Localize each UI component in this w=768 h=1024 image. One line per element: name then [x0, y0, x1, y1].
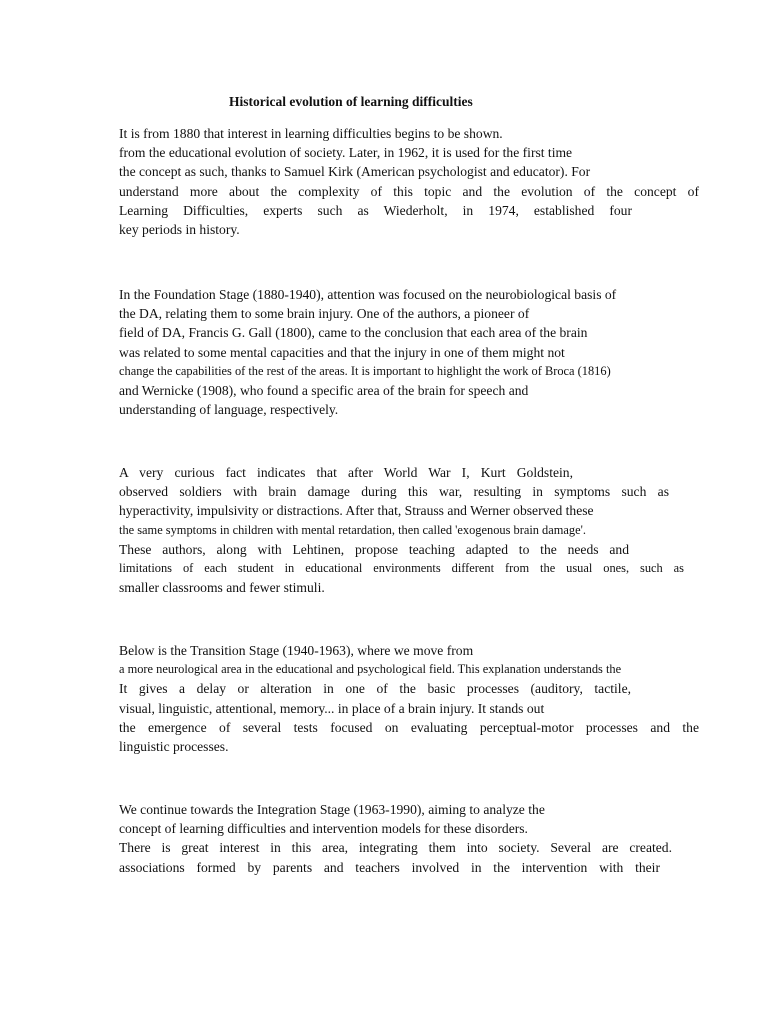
text-line: was related to some mental capacities and that the injury in one of them might not	[119, 344, 565, 360]
paragraph-integration-stage	[119, 800, 699, 877]
text-line: smaller classrooms and fewer stimuli.	[119, 580, 325, 596]
text-line: associations formed by parents and teachers involved in the intervention with their	[119, 859, 660, 875]
text-line: It is from 1880 that interest in learning difficulties begins to be shown.	[119, 126, 503, 141]
text-line: We continue towards the Integration Stage (1963-1990), aiming to analyze the	[119, 802, 545, 817]
text-line: change the capabilities of the rest of the areas. It is important to highlight the work of Broca (1816)	[119, 363, 611, 378]
text-line: linguistic processes.	[119, 738, 229, 754]
paragraph-foundation-stage	[119, 285, 699, 419]
text-line: the emergence of several tests focused on evaluating perceptual-motor processes and the	[119, 719, 699, 735]
text-line: key periods in history.	[119, 221, 240, 237]
paragraph-transition-stage	[119, 641, 699, 756]
text-line: These authors, along with Lehtinen, propose teaching adapted to the needs and	[119, 541, 629, 557]
text-line: Below is the Transition Stage (1940-1963), where we move from	[119, 643, 474, 658]
paragraph-introduction	[119, 124, 699, 239]
text-line: the concept as such, thanks to Samuel Kirk (American psychologist and educator). For	[119, 164, 591, 180]
text-line: It gives a delay or alteration in one of the basic processes (auditory, tactile,	[119, 681, 631, 697]
text-line: observed soldiers with brain damage during this war, resulting in symptoms such as	[119, 484, 669, 500]
text-line: the DA, relating them to some brain injury. One of the authors, a pioneer of	[119, 306, 530, 322]
text-line: the same symptoms in children with mental retardation, then called 'exogenous brain damage'.	[119, 522, 586, 537]
text-line: There is great interest in this area, integrating them into society. Several are created.	[119, 840, 672, 856]
text-line: field of DA, Francis G. Gall (1800), came to the conclusion that each area of the brain	[119, 325, 588, 341]
text-line: a more neurological area in the educational and psychological field. This explanation understands the	[119, 662, 622, 677]
text-line: hyperactivity, impulsivity or distractions. After that, Strauss and Werner observed these	[119, 503, 594, 519]
document-title: Historical evolution of learning difficulties	[229, 94, 473, 109]
text-line: visual, linguistic, attentional, memory... in place of a brain injury. It stands out	[119, 700, 545, 716]
text-line: from the educational evolution of society. Later, in 1962, it is used for the first time	[119, 145, 573, 161]
text-line: and Wernicke (1908), who found a specific area of the brain for speech and	[119, 382, 529, 398]
text-line: limitations of each student in educational environments different from the usual ones, such as	[119, 560, 684, 575]
paragraph-goldstein	[119, 463, 699, 597]
text-line: understand more about the complexity of this topic and the evolution of the concept of	[119, 183, 699, 199]
text-line: In the Foundation Stage (1880-1940), attention was focused on the neurobiological basis of	[119, 287, 617, 302]
text-line: understanding of language, respectively.	[119, 402, 339, 418]
text-line: A very curious fact indicates that after World War I, Kurt Goldstein,	[119, 465, 573, 480]
text-line: concept of learning difficulties and intervention models for these disorders.	[119, 821, 528, 837]
text-line: Learning Difficulties, experts such as Wiederholt, in 1974, established four	[119, 202, 632, 218]
